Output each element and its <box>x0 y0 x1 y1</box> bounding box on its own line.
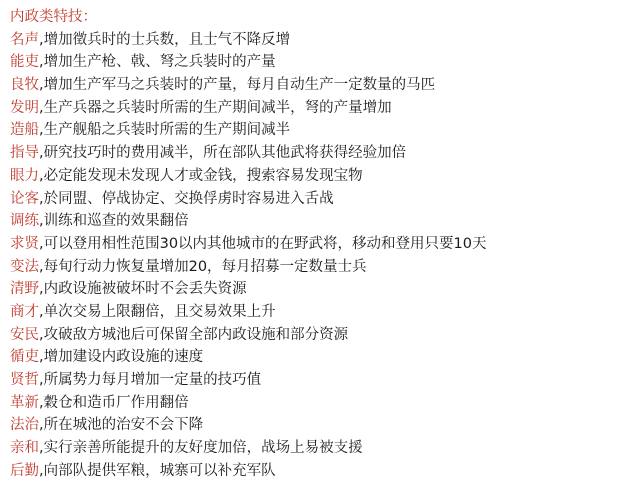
skill-description: ,向部队提供军粮，城寨可以补充军队 <box>39 462 276 479</box>
skill-description: ,可以登用相性范围30以内其他城市的在野武将，移动和登用只要10天 <box>39 235 487 252</box>
skill-line <box>10 414 620 437</box>
skill-name: 眼力 <box>10 167 39 184</box>
skill-description: ,生产兵器之兵装时所需的生产期间减半，弩的产量增加 <box>39 99 392 116</box>
skill-name: 造船 <box>10 122 39 139</box>
skill-name: 后勤 <box>10 462 39 479</box>
skill-description: ,内政设施被破坏时不会丢失资源 <box>39 281 247 298</box>
skill-name: 贤哲 <box>10 372 39 388</box>
skill-name: 发明 <box>10 99 39 116</box>
skill-description: ,所在城池的治安不会下降 <box>39 417 204 434</box>
skill-name: 循吏 <box>10 349 39 366</box>
skill-name: 安民 <box>10 326 39 343</box>
skill-line <box>10 97 620 120</box>
skill-name: 革新 <box>10 394 39 411</box>
skill-name: 名声 <box>10 31 39 48</box>
skill-line <box>10 256 620 279</box>
skill-description: ,单次交易上限翻倍，且交易效果上升 <box>39 303 276 320</box>
skill-line <box>10 74 620 97</box>
skill-description: ,增加生产枪、戟、弩之兵装时的产量 <box>39 54 276 71</box>
skill-description: ,训练和巡查的效果翻倍 <box>39 213 189 230</box>
skill-description: ,每旬行动力恢复量增加20，每月招募一定数量士兵 <box>39 258 367 275</box>
skill-line <box>10 210 620 233</box>
skill-name: 论客 <box>10 190 39 207</box>
skill-line <box>10 51 620 74</box>
skill-line <box>10 392 620 415</box>
skill-description: ,穀仓和造币厂作用翻倍 <box>39 394 189 411</box>
skill-description: ,增加徵兵时的士兵数，且士气不降反增 <box>39 31 291 48</box>
skill-description: ,研究技巧时的费用减半，所在部队其他武将获得经验加倍 <box>39 145 407 162</box>
skill-name: 变法 <box>10 258 39 275</box>
skill-name: 指导 <box>10 145 39 162</box>
skill-description: ,增加建设内政设施的速度 <box>39 349 204 366</box>
skill-description: ,增加生产军马之兵装时的产量，每月自动生产一定数量的马匹 <box>39 77 436 94</box>
skill-line <box>10 188 620 211</box>
skill-description: ,攻破敌方城池后可保留全部内政设施和部分资源 <box>39 326 349 343</box>
skill-name: 求贤 <box>10 235 39 252</box>
skill-name: 清野 <box>10 281 39 298</box>
skill-description: ,生产舰船之兵装时所需的生产期间减半 <box>39 122 291 139</box>
skill-line <box>10 369 620 392</box>
skill-line <box>10 165 620 188</box>
skill-name: 调练 <box>10 213 39 230</box>
skill-line <box>10 437 620 460</box>
skill-name: 能吏 <box>10 54 39 71</box>
skill-name: 良牧 <box>10 77 39 94</box>
skill-line <box>10 142 620 165</box>
skill-line <box>10 29 620 52</box>
skill-line <box>10 324 620 347</box>
skill-name: 商才 <box>10 303 39 320</box>
skill-line <box>10 346 620 369</box>
skill-description: ,必定能发现未发现人才或金钱，搜索容易发现宝物 <box>39 167 363 184</box>
skill-description: ,实行亲善所能提升的友好度加倍，战场上易被支援 <box>39 440 363 457</box>
skill-line <box>10 301 620 324</box>
skill-line <box>10 233 620 256</box>
skill-list <box>10 29 620 483</box>
skill-name: 法治 <box>10 417 39 434</box>
skill-name: 亲和 <box>10 440 39 457</box>
skill-description: ,於同盟、停战协定、交换俘虏时容易进入舌战 <box>39 190 334 207</box>
skill-line <box>10 278 620 301</box>
skill-line <box>10 119 620 142</box>
section-heading: 内政类特技： <box>10 9 97 25</box>
skill-line <box>10 460 620 483</box>
skill-description: ,所属势力每月增加一定量的技巧值 <box>39 372 262 388</box>
